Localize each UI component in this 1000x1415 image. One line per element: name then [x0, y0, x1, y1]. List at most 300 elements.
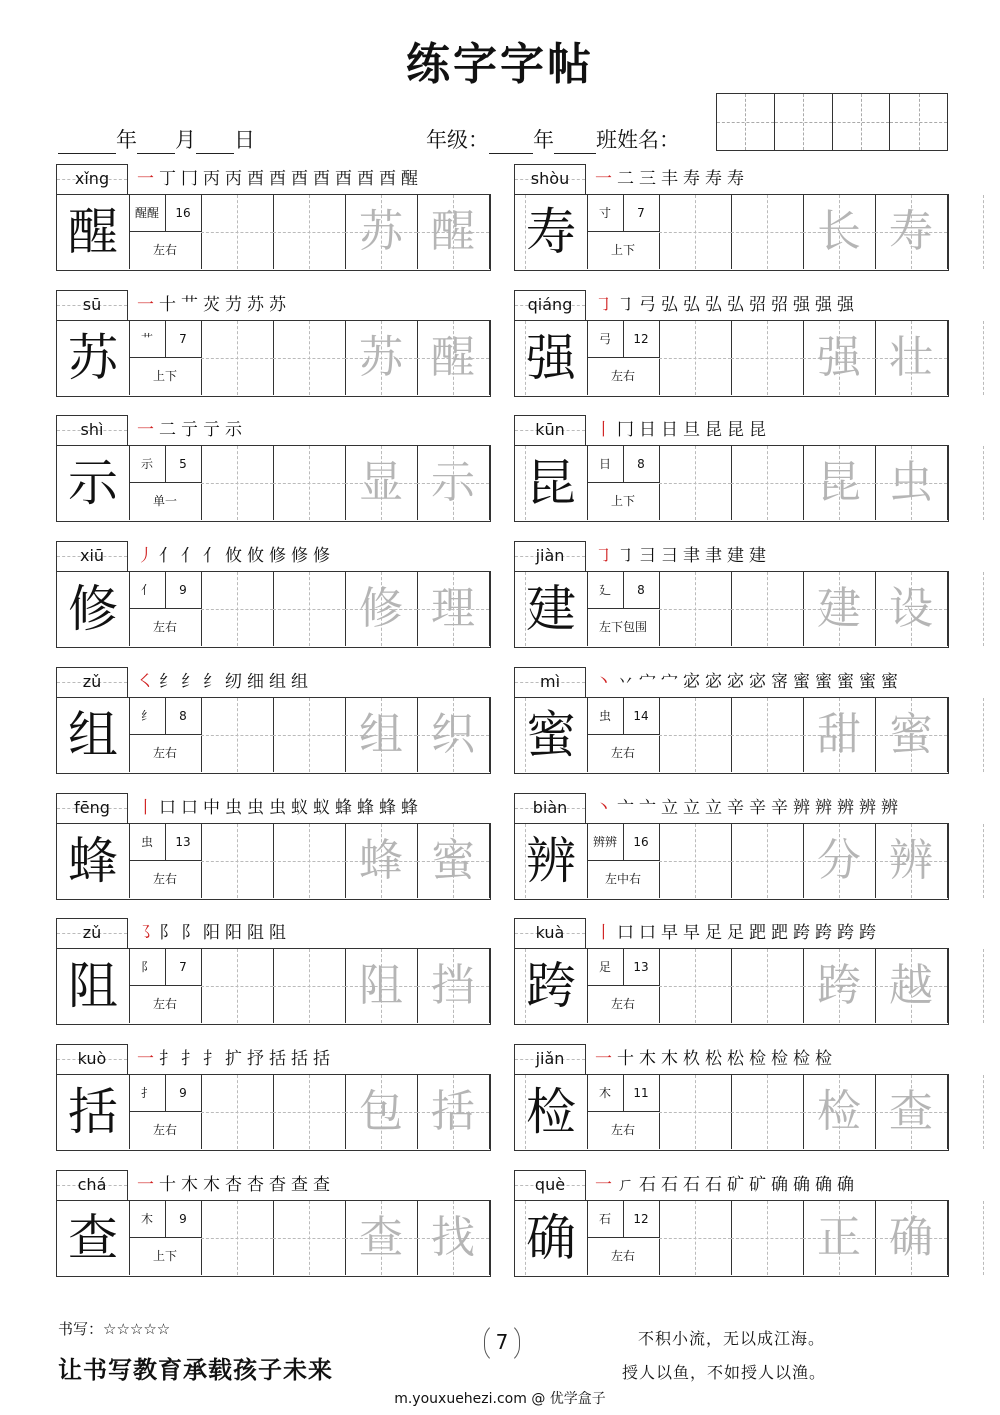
stroke-step: 立	[661, 798, 677, 818]
main-character: 跨	[515, 949, 588, 1023]
practice-cell[interactable]	[731, 698, 804, 772]
stroke-step: 宓	[683, 672, 699, 692]
stroke-step: 苏	[269, 295, 285, 315]
stroke-step: ㇆	[617, 295, 633, 315]
practice-cell[interactable]	[201, 446, 274, 520]
stroke-step: 扩	[225, 1049, 241, 1069]
writing-grid	[514, 823, 949, 900]
writing-grid	[514, 1200, 949, 1277]
structure: 左右	[152, 1123, 177, 1137]
pinyin-box	[514, 667, 586, 697]
practice-cell[interactable]	[731, 321, 804, 395]
pinyin: jiàn	[535, 546, 565, 565]
stroke-step: 确	[793, 1175, 809, 1195]
stroke-step: 酉	[291, 169, 307, 189]
pinyin-box	[56, 415, 128, 445]
pinyin: kūn	[535, 420, 565, 439]
writing-grid	[514, 1074, 949, 1151]
stroke-step: 阝	[181, 923, 197, 943]
stroke-step: 丷	[617, 672, 633, 692]
stroke-step: 丁	[159, 169, 175, 189]
stroke-step: 蜜	[881, 672, 897, 692]
stroke-step: 纫	[225, 672, 241, 692]
char-info	[129, 446, 202, 520]
practice-cell[interactable]	[273, 446, 346, 520]
stroke-step: 酉	[357, 169, 373, 189]
stroke-order	[592, 793, 900, 823]
stroke-step: 苂	[203, 295, 219, 315]
example-word-char: 醒	[431, 206, 475, 257]
radical: 弓	[587, 321, 624, 358]
practice-cell[interactable]	[273, 195, 346, 269]
stroke-step: 丿	[137, 546, 153, 566]
practice-cell[interactable]	[731, 1075, 804, 1149]
main-character: 强	[515, 321, 588, 395]
stroke-count: 9	[165, 1075, 201, 1112]
structure: 左右	[610, 1123, 635, 1137]
stroke-step: 一	[595, 1175, 611, 1195]
pinyin: jiǎn	[535, 1049, 565, 1068]
stroke-step: 木	[203, 1175, 219, 1195]
example-word-char: 阻	[359, 960, 403, 1011]
rating-stars[interactable]: 书写：☆☆☆☆☆	[58, 1320, 171, 1338]
stroke-step: 宀	[639, 672, 655, 692]
stroke-step: ㄏ	[617, 1175, 633, 1195]
stroke-order	[134, 415, 244, 445]
character-card	[56, 667, 491, 774]
stroke-step: 丶	[595, 798, 611, 818]
char-info	[587, 698, 660, 772]
practice-cell[interactable]	[659, 321, 732, 395]
stroke-order	[134, 793, 420, 823]
stroke-step: 宀	[661, 672, 677, 692]
stroke-step: 聿	[683, 546, 699, 566]
structure: 左右	[152, 872, 177, 886]
page-title: 练字字帖	[406, 39, 594, 90]
example-word-char: 查	[359, 1212, 403, 1263]
name-cell[interactable]	[775, 94, 833, 150]
stroke-count: 8	[165, 698, 201, 735]
practice-cell[interactable]	[273, 824, 346, 898]
stroke-step: 矿	[749, 1175, 765, 1195]
stroke-step: 亍	[203, 420, 219, 440]
example-word-char: 寿	[889, 206, 933, 257]
writing-grid	[56, 1074, 491, 1151]
stroke-step: 纟	[203, 672, 219, 692]
writing-grid	[514, 320, 949, 397]
stroke-step: 一	[137, 169, 153, 189]
pinyin: zǔ	[82, 923, 102, 942]
stroke-step: 组	[291, 672, 307, 692]
name-grid[interactable]	[716, 93, 948, 151]
stroke-step: 括	[291, 1049, 307, 1069]
stroke-step: 阻	[247, 923, 263, 943]
radical: 足	[587, 949, 624, 986]
stroke-order	[592, 541, 768, 571]
example-word-char: 甜	[817, 709, 861, 760]
main-character: 寿	[515, 195, 588, 269]
practice-cell[interactable]	[659, 698, 732, 772]
stroke-count: 16	[623, 824, 659, 861]
example-word-char: 辨	[889, 835, 933, 886]
practice-cell[interactable]	[731, 949, 804, 1023]
stroke-step: 宓	[727, 672, 743, 692]
practice-cell[interactable]	[201, 195, 274, 269]
stroke-order	[592, 1044, 834, 1074]
slogan: 让书写教育承载孩子未来	[58, 1356, 333, 1384]
stroke-step: 弨	[749, 295, 765, 315]
pinyin: shòu	[530, 169, 570, 188]
stroke-step: 昆	[705, 420, 721, 440]
pinyin: zǔ	[82, 672, 102, 691]
stroke-step: 寿	[705, 169, 721, 189]
stroke-order	[592, 918, 878, 948]
stroke-step: 抒	[247, 1049, 263, 1069]
stroke-step: 一	[137, 420, 153, 440]
character-card	[56, 793, 491, 900]
main-character: 确	[515, 1201, 588, 1275]
stroke-step: 蜜	[859, 672, 875, 692]
structure: 左中右	[604, 872, 641, 886]
stroke-step: 十	[617, 1049, 633, 1069]
stroke-step: 辛	[771, 798, 787, 818]
radical: 虫	[587, 698, 624, 735]
stroke-step: ㇆	[595, 295, 611, 315]
stroke-order	[592, 415, 768, 445]
writing-grid	[56, 194, 491, 271]
pinyin-box	[514, 918, 586, 948]
stroke-step: 一	[137, 1175, 153, 1195]
pinyin: biàn	[532, 798, 568, 817]
practice-cell[interactable]	[273, 1201, 346, 1275]
example-word-char: 查	[889, 1086, 933, 1137]
stroke-order	[592, 667, 900, 697]
stroke-step: 蜂	[379, 798, 395, 818]
pinyin-box	[56, 541, 128, 571]
radical: 亻	[129, 572, 166, 609]
example-word-char: 理	[431, 583, 475, 634]
month-label: 月	[175, 128, 196, 152]
pinyin-box	[514, 290, 586, 320]
stroke-step: 丙	[225, 169, 241, 189]
example-word-char: 正	[817, 1212, 861, 1263]
year-blank[interactable]	[58, 127, 116, 154]
char-info	[129, 698, 202, 772]
pinyin-box	[514, 1044, 586, 1074]
character-card	[56, 541, 491, 648]
radical: 木	[587, 1075, 624, 1112]
stroke-step: 一	[595, 169, 611, 189]
example-word-char: 壮	[889, 332, 933, 383]
stroke-step: 强	[837, 295, 853, 315]
stroke-step: 亻	[159, 546, 175, 566]
main-character: 苏	[57, 321, 130, 395]
stroke-step: 十	[159, 1175, 175, 1195]
structure: 上下	[610, 243, 635, 257]
stroke-step: 彐	[639, 546, 655, 566]
radical: 木	[129, 1201, 166, 1238]
stroke-step: 查	[291, 1175, 307, 1195]
writing-grid	[56, 445, 491, 522]
stroke-step: 冂	[181, 169, 197, 189]
char-info	[129, 321, 202, 395]
char-info	[587, 1201, 660, 1275]
character-card	[514, 415, 949, 522]
stroke-step: 确	[837, 1175, 853, 1195]
stroke-step: 酉	[379, 169, 395, 189]
practice-cell[interactable]	[273, 321, 346, 395]
stroke-step: 亻	[181, 546, 197, 566]
stroke-step: 松	[727, 1049, 743, 1069]
stroke-step: 虫	[269, 798, 285, 818]
stroke-step: 纟	[181, 672, 197, 692]
stroke-step: 艹	[181, 295, 197, 315]
character-card	[56, 290, 491, 397]
stroke-step: 木	[181, 1175, 197, 1195]
character-card	[56, 918, 491, 1025]
stroke-step: 口	[159, 798, 175, 818]
practice-cell[interactable]	[659, 195, 732, 269]
stroke-step: 跁	[771, 923, 787, 943]
stroke-step: 杳	[269, 1175, 285, 1195]
stroke-count: 7	[623, 195, 659, 232]
stroke-step: 亠	[639, 798, 655, 818]
practice-cell[interactable]	[273, 572, 346, 646]
practice-cell[interactable]	[201, 321, 274, 395]
char-info	[587, 446, 660, 520]
stroke-step: 日	[661, 420, 677, 440]
stroke-count: 8	[623, 572, 659, 609]
stroke-step: 醒	[401, 169, 417, 189]
stroke-step: 一	[137, 295, 153, 315]
stroke-step: 木	[661, 1049, 677, 1069]
example-word-char: 蜂	[359, 835, 403, 886]
structure: 左右	[610, 1249, 635, 1263]
name-cell[interactable]	[833, 94, 891, 150]
char-info	[129, 949, 202, 1023]
stroke-step: 口	[181, 798, 197, 818]
stroke-step: 丙	[203, 169, 219, 189]
main-character: 示	[57, 446, 130, 520]
stroke-step: 辛	[749, 798, 765, 818]
stroke-step: 昆	[727, 420, 743, 440]
practice-cell[interactable]	[201, 572, 274, 646]
example-word-char: 确	[889, 1212, 933, 1263]
stroke-step: 宓	[749, 672, 765, 692]
example-word-char: 苏	[359, 332, 403, 383]
practice-cell[interactable]	[201, 1075, 274, 1149]
example-word-char: 组	[359, 709, 403, 760]
pinyin-box	[514, 1170, 586, 1200]
stroke-step: 二	[617, 169, 633, 189]
structure: 左右	[152, 997, 177, 1011]
radical: 日	[587, 446, 624, 483]
character-card	[514, 918, 949, 1025]
character-card	[514, 541, 949, 648]
character-card	[514, 290, 949, 397]
structure: 左右	[152, 746, 177, 760]
stroke-step: 组	[269, 672, 285, 692]
stroke-count: 9	[165, 1201, 201, 1238]
grade-year-label: 年	[533, 128, 554, 152]
writing-grid	[514, 571, 949, 648]
stroke-order	[134, 1170, 332, 1200]
practice-cell[interactable]	[201, 698, 274, 772]
stroke-count: 13	[623, 949, 659, 986]
practice-cell[interactable]	[731, 195, 804, 269]
structure: 上下	[152, 369, 177, 383]
stroke-step: 强	[815, 295, 831, 315]
stroke-step: 彐	[661, 546, 677, 566]
practice-cell[interactable]	[659, 1075, 732, 1149]
class-blank[interactable]	[554, 127, 596, 154]
char-info	[129, 824, 202, 898]
pinyin-box	[56, 918, 128, 948]
pinyin: qiáng	[527, 295, 573, 314]
stroke-step: ㇌	[137, 923, 153, 943]
name-cell[interactable]	[890, 94, 947, 150]
practice-cell[interactable]	[659, 572, 732, 646]
stroke-order	[134, 290, 288, 320]
character-card	[56, 1170, 491, 1277]
stroke-step: 宻	[771, 672, 787, 692]
stroke-order	[134, 918, 288, 948]
stroke-step: 括	[269, 1049, 285, 1069]
char-info	[587, 824, 660, 898]
stroke-step: 跨	[815, 923, 831, 943]
writing-grid	[56, 320, 491, 397]
stroke-count: 14	[623, 698, 659, 735]
main-character: 查	[57, 1201, 130, 1275]
stroke-count: 5	[165, 446, 201, 483]
structure: 上下	[152, 1249, 177, 1263]
writing-grid	[514, 445, 949, 522]
stroke-order	[134, 164, 420, 194]
stroke-step: 芀	[225, 295, 241, 315]
pinyin-box	[56, 164, 128, 194]
stroke-order	[134, 667, 310, 697]
stroke-step: 丰	[661, 169, 677, 189]
structure: 左右	[610, 746, 635, 760]
stroke-step: 一	[137, 1049, 153, 1069]
example-word-char: 长	[817, 206, 861, 257]
stroke-step: 括	[313, 1049, 329, 1069]
stroke-step: 旦	[683, 420, 699, 440]
example-word-char: 找	[431, 1212, 475, 1263]
practice-cell[interactable]	[201, 824, 274, 898]
practice-cell[interactable]	[659, 824, 732, 898]
stroke-step: 跨	[793, 923, 809, 943]
stroke-step: 辛	[727, 798, 743, 818]
stroke-step: 细	[247, 672, 263, 692]
day-label: 日	[234, 128, 255, 152]
pinyin: shì	[80, 420, 104, 439]
stroke-step: 石	[705, 1175, 721, 1195]
stroke-step: 辨	[793, 798, 809, 818]
example-word-char: 修	[359, 583, 403, 634]
practice-cell[interactable]	[731, 1201, 804, 1275]
structure: 左右	[152, 620, 177, 634]
practice-cell[interactable]	[273, 949, 346, 1023]
name-cell[interactable]	[717, 94, 775, 150]
stroke-step: 阻	[269, 923, 285, 943]
radical: 扌	[129, 1075, 166, 1112]
practice-cell[interactable]	[731, 446, 804, 520]
stroke-step: 蚁	[291, 798, 307, 818]
practice-cell[interactable]	[659, 446, 732, 520]
day-blank[interactable]	[196, 127, 234, 154]
practice-cell[interactable]	[659, 1201, 732, 1275]
example-word-char: 设	[889, 583, 933, 634]
stroke-step: 酉	[335, 169, 351, 189]
stroke-step: 三	[639, 169, 655, 189]
radical: 虫	[129, 824, 166, 861]
stroke-step: 冂	[617, 420, 633, 440]
practice-cell[interactable]	[731, 572, 804, 646]
stroke-step: 示	[225, 420, 241, 440]
grade-blank[interactable]	[489, 127, 533, 154]
practice-cell[interactable]	[201, 949, 274, 1023]
main-character: 蜂	[57, 824, 130, 898]
stroke-step: 立	[705, 798, 721, 818]
radical: 寸	[587, 195, 624, 232]
stroke-step: 蜂	[357, 798, 373, 818]
example-word-char: 显	[359, 457, 403, 508]
stroke-step: 检	[793, 1049, 809, 1069]
pinyin: mì	[539, 672, 561, 691]
stroke-step: 扌	[181, 1049, 197, 1069]
pinyin-box	[56, 1170, 128, 1200]
char-info	[587, 949, 660, 1023]
radical: 纟	[129, 698, 166, 735]
main-character: 建	[515, 572, 588, 646]
stroke-step: 虫	[225, 798, 241, 818]
stroke-step: 宓	[705, 672, 721, 692]
pinyin-box	[56, 1044, 128, 1074]
stroke-step: 杦	[683, 1049, 699, 1069]
pinyin-box	[514, 541, 586, 571]
character-card	[56, 1044, 491, 1151]
stroke-step: 检	[815, 1049, 831, 1069]
character-card	[56, 164, 491, 271]
practice-cell[interactable]	[201, 1201, 274, 1275]
char-info	[129, 1201, 202, 1275]
example-word-char: 检	[817, 1086, 861, 1137]
practice-cell[interactable]	[731, 824, 804, 898]
stroke-step: 蜜	[815, 672, 831, 692]
practice-cell[interactable]	[273, 698, 346, 772]
example-word-char: 分	[817, 835, 861, 886]
practice-cell[interactable]	[659, 949, 732, 1023]
stroke-step: 辨	[881, 798, 897, 818]
stroke-step: 确	[815, 1175, 831, 1195]
example-word-char: 蜜	[431, 835, 475, 886]
stroke-step: 石	[661, 1175, 677, 1195]
pinyin: fēng	[74, 798, 110, 817]
month-blank[interactable]	[137, 127, 175, 154]
practice-cell[interactable]	[273, 1075, 346, 1149]
site-url[interactable]: m.youxuehezi.com @ 优学盒子	[394, 1391, 606, 1407]
stroke-step: 一	[595, 1049, 611, 1069]
stroke-step: 口	[617, 923, 633, 943]
stroke-step: 弘	[727, 295, 743, 315]
stroke-count: 11	[623, 1075, 659, 1112]
writing-grid	[56, 571, 491, 648]
date-line	[58, 124, 255, 154]
stroke-step: 跨	[837, 923, 853, 943]
stroke-step: 弨	[771, 295, 787, 315]
stroke-step: 丨	[137, 798, 153, 818]
